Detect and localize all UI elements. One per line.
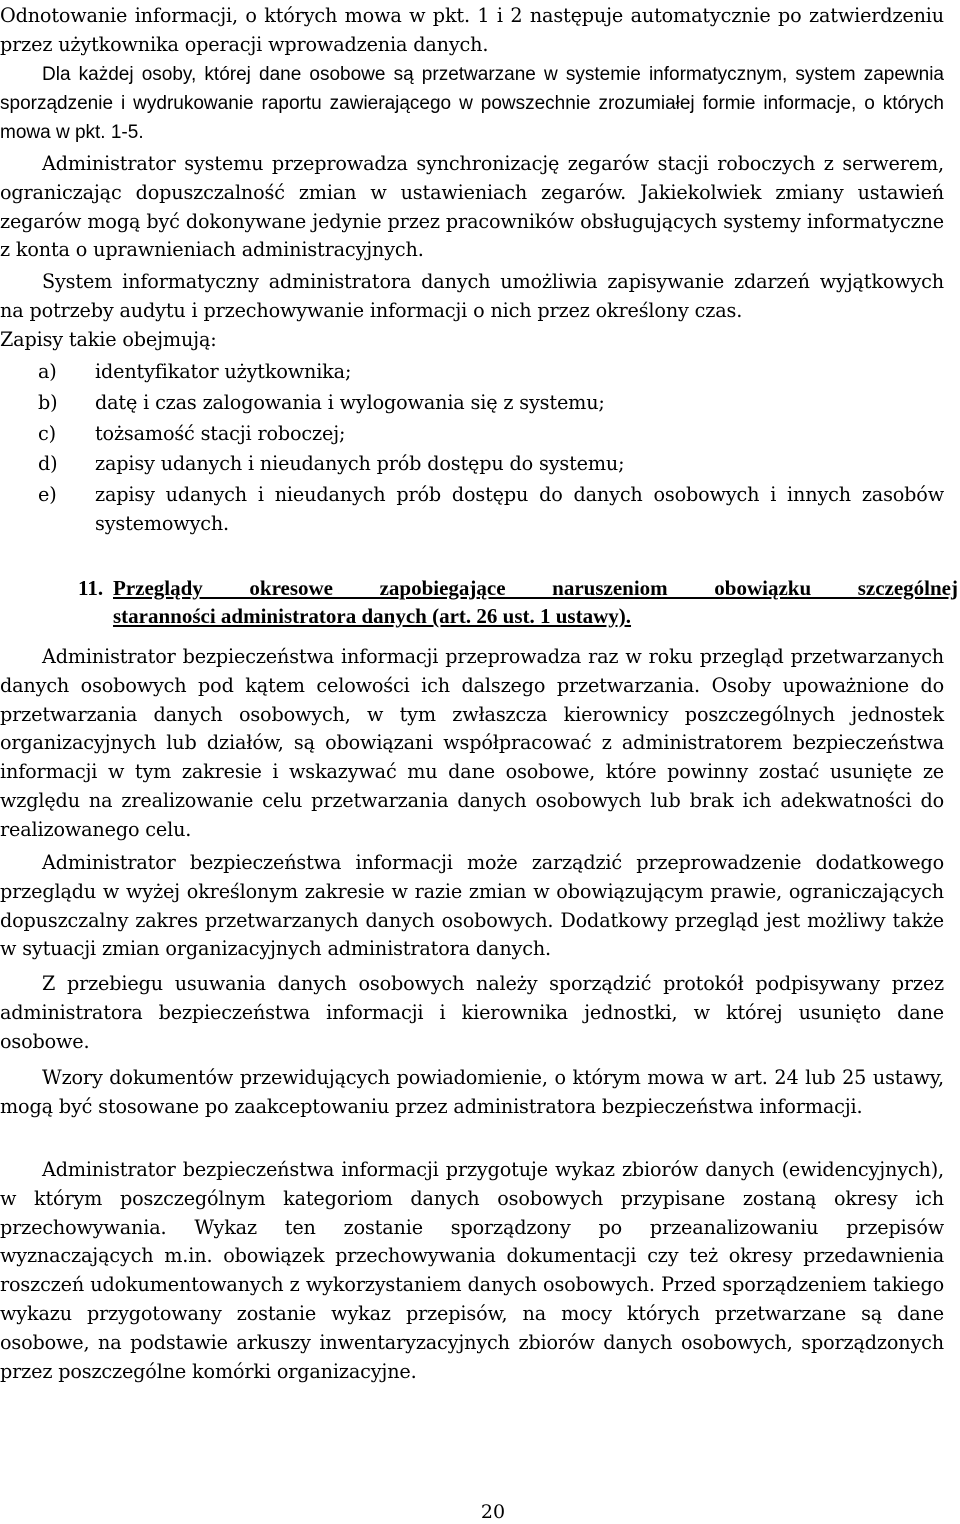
section-number: 11. (78, 576, 104, 600)
paragraph-inventory-text: Administrator bezpieczeństwa informacji przygotuje wykaz zbiorów danych (ewidencyjnych), w którym poszczególnym kategoriom danych osobowych przypisane zostaną okresy ich przechowywania. (0, 1158, 944, 1239)
paragraph-inventory-regulations-text: Przed sporządzeniem takiego wykazu przygotowany zostanie wykaz przepisów, na mocy których przetwarzane są dane osobowe, na podstawie arkuszy inwentaryzacyjnych zbiorów danych osobowych, sporządzonych przez poszczególne komórki organizacyjne. (0, 1273, 944, 1383)
paragraph-inventory-analysis-text: Wykaz ten zostanie sporządzony po przeanalizowaniu przepisów wyznaczających m.in. obowiązek przechowywania dokumentacji czy też okresy przedawnienia roszczeń udokumentowanych z wykorzystaniem danych osobowych. (0, 1215, 945, 1297)
paragraph-document-templates (0, 1064, 944, 1122)
paragraph-audit-text: System informatyczny administratora danych umożliwia zapisywanie zdarzeń wyjątkowych na potrzeby audytu i przechowywanie informacji o nich przez określony czas. (0, 270, 944, 322)
list-item-text: tożsamość stacji roboczej; (95, 421, 346, 445)
paragraph-clock-sync (0, 150, 944, 265)
list-item (0, 389, 944, 418)
paragraph-review-text: Administrator bezpieczeństwa informacji przeprowadza raz w roku przegląd przetwarzanych danych osobowych pod kątem celowości ich dalszego przetwarzania. (0, 645, 944, 697)
records-list (0, 358, 944, 541)
paragraph-report-text: Dla każdej osoby, której dane osobowe są przetwarzane w systemie informatycznym, system zapewnia sporządzenie i wydrukowanie raportu zawierającego w powszechnie zrozumiałej formie informacje, o których mowa w pkt. 1-5. (0, 64, 944, 143)
list-item-marker: d) (38, 452, 58, 476)
paragraph-intro (0, 2, 944, 60)
paragraph-additional-review-text: Administrator bezpieczeństwa informacji może zarządzić przeprowadzenie dodatkowego przeglądu w wyżej określonym zakresie w razie zmian w obowiązującym prawie, ograniczających dopuszczalny zakres przetwarzanych danych osobowych. (0, 851, 944, 932)
paragraph-deletion-protocol (0, 970, 944, 1056)
list-item-text: zapisy udanych i nieudanych prób dostępu do danych osobowych i innych zasobów systemowych. (95, 483, 944, 535)
page-number: 20 (480, 1501, 506, 1523)
paragraph-clock-change-text: Jakiekolwiek zmiany ustawień zegarów mogą być dokonywane jedynie przez pracowników obsługujących systemy informatyczne z konta o uprawnieniach administracyjnych. (0, 180, 945, 262)
paragraph-intro-text: Odnotowanie informacji, o których mowa w pkt. 1 i 2 następuje automatycznie po zatwierdzeniu przez użytkownika operacji wprowadzenia danych. (0, 4, 944, 56)
paragraph-records-intro (0, 326, 944, 355)
paragraph-additional-review (0, 849, 944, 964)
paragraph-inventory (0, 1156, 944, 1386)
section-title-line1: Przeglądy okresowe zapobiegające naruszeniom obowiązku szczególnej (113, 576, 958, 600)
list-item (0, 481, 944, 539)
paragraph-records-intro-text: Zapisy takie obejmują: (0, 328, 217, 351)
list-item-text: zapisy udanych i nieudanych prób dostępu do systemu; (95, 452, 625, 476)
list-item (0, 450, 944, 479)
paragraph-report (0, 61, 944, 147)
list-item-text: datę i czas zalogowania i wylogowania się z systemu; (95, 390, 605, 414)
paragraph-document-templates-text: Wzory dokumentów przewidujących powiadomienie, o którym mowa w art. 24 lub 25 ustawy, mogą być stosowane po zaakceptowaniu przez administratora bezpieczeństwa informacji. (0, 1066, 944, 1118)
paragraph-clock-sync-text: Administrator systemu przeprowadza synchronizację zegarów stacji roboczych z serwerem, ograniczając dopuszczalność zmian w ustawieniach zegarów. (0, 152, 944, 204)
list-item (0, 358, 944, 387)
paragraph-review (0, 643, 944, 845)
list-item-marker: c) (38, 421, 56, 445)
list-item-marker: e) (38, 483, 57, 507)
paragraph-review-staff-text: Osoby upoważnione do przetwarzania danych osobowych, w tym zwłaszcza kierownicy poszczególnych jednostek organizacyjnych lub działów, są obowiązani współpracować z administratorem bezpieczeństwa informacji w tym zakresie i wskazywać mu dane osobowe, które powinny zostać usunięte ze względu na zrealizowanie celu przetwarzania danych osobowych lub brak ich adekwatności do realizowanego celu. (0, 673, 944, 841)
section-title-line2: staranności administratora danych (art. 26 ust. 1 ustawy). (113, 604, 632, 628)
list-item (0, 420, 944, 449)
paragraph-audit (0, 268, 944, 326)
list-item-text: identyfikator użytkownika; (95, 360, 352, 383)
list-item-marker: a) (38, 360, 57, 383)
paragraph-additional-review-org-text: Dodatkowy przegląd jest możliwy także w sytuacji zmian organizacyjnych administratora danych. (0, 908, 945, 961)
paragraph-deletion-protocol-text: Z przebiegu usuwania danych osobowych należy sporządzić protokół podpisywany przez administratora bezpieczeństwa informacji i kierownika jednostki, w której usunięto dane osobowe. (0, 972, 944, 1053)
list-item-marker: b) (38, 390, 58, 414)
section-heading (78, 574, 958, 630)
